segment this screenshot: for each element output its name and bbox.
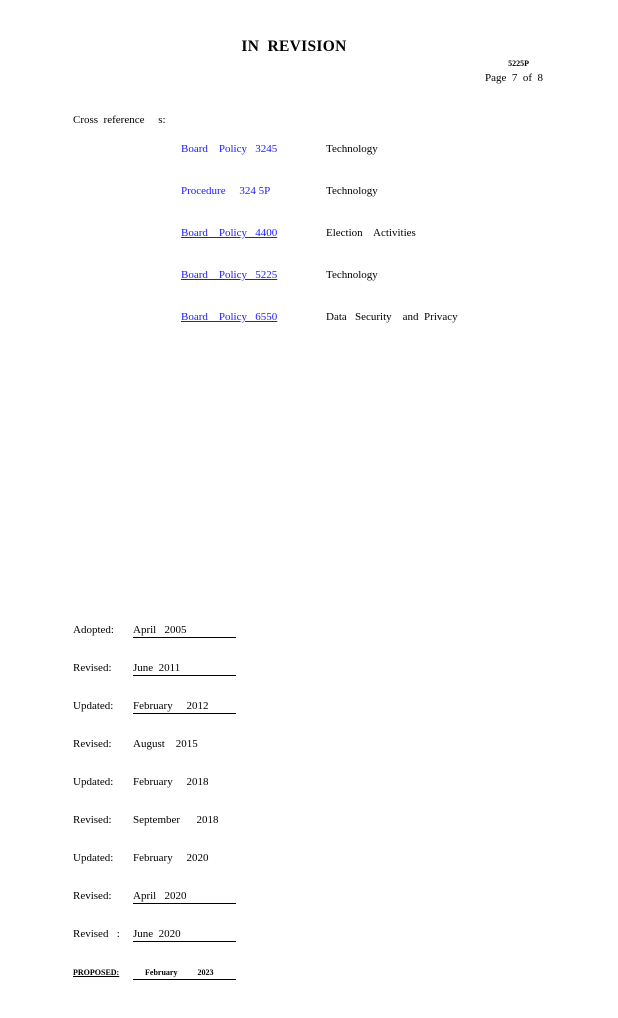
history-date: February 2023 [133,966,236,980]
revision-history [73,600,219,992]
xref-link-board-policy-3245[interactable]: Board Policy 3245 [181,143,278,155]
cross-reference-links [181,114,277,338]
history-row [73,890,187,904]
history-date: February 2020 [133,852,209,864]
history-row [73,662,181,676]
history-date: February 2012 [133,700,236,714]
history-label: Adopted: [73,624,114,636]
history-row [73,852,209,866]
history-date: April 2020 [133,890,236,904]
history-row [73,814,219,828]
history-row [73,928,181,942]
policy-code: 5225P [508,59,529,68]
history-row [73,776,209,790]
history-row [73,738,198,752]
history-row-proposed [73,966,214,980]
xref-link-board-policy-6550[interactable]: Board Policy 6550 [181,311,278,323]
xref-title: Election Activities [326,227,416,239]
history-date: June 2020 [133,928,236,942]
history-label: Updated: [73,852,114,864]
history-label: Updated: [73,776,114,788]
history-label: Updated: [73,700,114,712]
xref-title: Technology [326,269,378,281]
history-date: April 2005 [133,624,236,638]
history-label: PROPOSED: [73,968,120,977]
history-date: June 2011 [133,662,236,676]
history-label: Revised : [73,928,120,940]
history-date: February 2018 [133,776,209,788]
history-label: Revised: [73,662,112,674]
xref-link-board-policy-5225[interactable]: Board Policy 5225 [181,269,278,281]
cross-reference-label: Cross reference s: [73,114,166,126]
cross-reference-titles [326,114,458,338]
history-label: Revised: [73,814,112,826]
history-date: September 2018 [133,814,219,826]
document-title: IN REVISION [241,38,347,55]
history-date: August 2015 [133,738,198,750]
history-label: Revised: [73,738,112,750]
xref-link-board-policy-4400[interactable]: Board Policy 4400 [181,227,278,239]
xref-link-procedure-3245p[interactable]: Procedure 324 5P [181,185,271,197]
xref-title: Data Security and Privacy [326,311,458,323]
history-row [73,700,209,714]
history-row [73,624,187,638]
xref-title: Technology [326,143,378,155]
history-label: Revised: [73,890,112,902]
xref-title: Technology [326,185,378,197]
page-number: Page 7 of 8 [484,72,543,84]
